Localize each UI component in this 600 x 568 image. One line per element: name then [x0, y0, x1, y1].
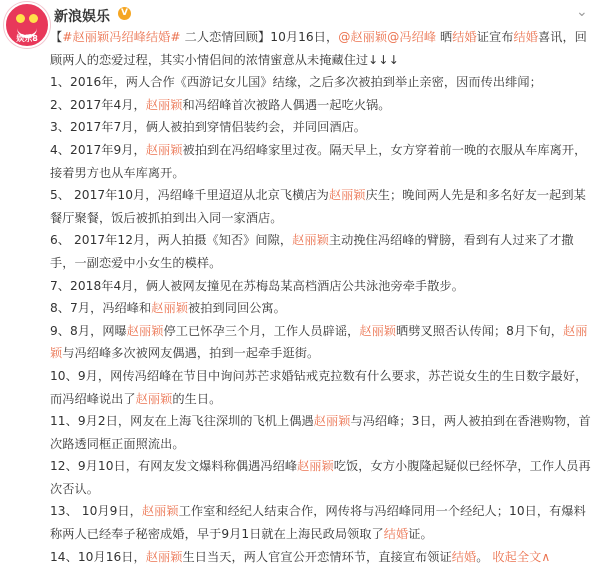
item-text: 2、2017年4月，: [50, 97, 146, 112]
name-link[interactable]: 赵丽颖: [141, 504, 179, 519]
list-item: [50, 500, 598, 545]
item-text: 庆生；晚间两人先是和多名好友一起到某餐厅聚餐，饭后被抓拍到出入同一家酒店。: [50, 188, 586, 225]
item-text: 生日当天，两人官宣公开恋情环节，直接宣布领证: [182, 549, 452, 564]
item-text: 13、 10月9日，: [50, 504, 142, 519]
list-item: [50, 297, 598, 320]
post-intro: [50, 26, 598, 71]
item-text: 5、 2017年10月，冯绍峰千里迢迢从北京飞横店为: [50, 188, 329, 203]
hashtag-link[interactable]: #赵丽颖冯绍峰结婚#: [62, 30, 181, 44]
list-item: [50, 229, 598, 274]
item-text: 晒劈叉照否认传闻；8月下旬，: [396, 323, 563, 338]
item-text: 主动挽住冯绍峰的臂膀，看到有人过来了才撒手，一副恋爱中小女生的模样。: [50, 233, 574, 270]
item-text: 停工已怀孕三个月，工作人员辟谣，: [163, 323, 360, 338]
list-item: [50, 320, 598, 365]
keyword-link[interactable]: 结婚: [452, 30, 477, 44]
keyword-link[interactable]: 结婚: [451, 549, 477, 564]
item-text: 被拍到在冯绍峰家里过夜。隔天早上，女方穿着前一晚的衣服从车库离开，接着男方也从车库离开。: [50, 142, 587, 180]
item-text: 7、2018年4月，俩人被网友撞见在苏梅岛某高档酒店公共泳池旁牵手散步。: [50, 278, 464, 293]
name-link[interactable]: 赵丽颖: [145, 142, 183, 157]
avatar-eye-left: [16, 14, 25, 23]
item-text: 10、9月，网传冯绍峰在节目中询问苏芒求婚钻戒克拉数有什么要求，苏芒说女生的生日数字最好，而冯绍峰说出了: [50, 368, 588, 406]
name-link[interactable]: 赵丽颖: [292, 233, 329, 248]
avatar-caption: 娱乐8: [16, 34, 38, 43]
item-text: 8、7月，冯绍峰和: [50, 301, 152, 316]
bracket-open: 【: [50, 30, 63, 44]
item-text: 4、2017年9月，: [50, 142, 146, 157]
item-text: 6、 2017年12月，两人拍摄《知否》间隙，: [50, 233, 293, 248]
name-link[interactable]: 赵丽颖: [145, 97, 183, 112]
avatar[interactable]: [4, 2, 50, 48]
keyword-link[interactable]: 结婚: [513, 30, 538, 44]
list-item: [50, 365, 598, 410]
item-text: 1、2016年，两人合作《西游记女儿国》结缘，之后多次被拍到举止亲密，因而传出绯闻；: [50, 75, 542, 90]
list-item: [50, 116, 598, 139]
list-item: [50, 139, 598, 184]
list-item: [50, 546, 598, 568]
item-text: 的生日。: [172, 391, 222, 406]
intro-text-2: 晒: [436, 30, 453, 44]
list-item: [50, 71, 598, 94]
item-text: 与冯绍峰；3日，两人被拍到在香港购物，首次路透同框正面照流出。: [50, 414, 591, 451]
name-link[interactable]: 赵丽颖: [145, 549, 183, 564]
collapse-text-link[interactable]: 收起全文∧: [488, 549, 551, 564]
mention-feng[interactable]: @冯绍峰: [387, 30, 437, 44]
item-text: 吃饭，女方小腹隆起疑似已经怀孕，工作人员再次否认。: [50, 459, 591, 496]
intro-text-1: 二人恋情回顾】10月16日，: [180, 30, 339, 44]
name-link[interactable]: 赵丽颖: [359, 323, 397, 338]
name-link[interactable]: 赵丽颖: [50, 323, 588, 361]
item-text: 11、9月2日，网友在上海飞往深圳的飞机上偶遇: [50, 414, 314, 429]
item-text: 14、10月16日，: [50, 549, 146, 564]
name-link[interactable]: 赵丽颖: [135, 391, 173, 406]
name-link[interactable]: 赵丽颖: [328, 188, 366, 203]
chevron-down-icon[interactable]: ⌄: [576, 4, 588, 20]
post-body: [50, 26, 598, 568]
name-link[interactable]: 赵丽颖: [126, 323, 164, 338]
verified-v-icon: V: [118, 7, 131, 20]
mention-zhao[interactable]: @赵丽颖: [338, 30, 388, 44]
item-text: 3、2017年7月，俩人被拍到穿情侣装约会，并同回酒店。: [50, 120, 367, 135]
item-text: 和冯绍峰首次被路人偶遇一起吃火锅。: [182, 97, 391, 112]
item-text: 工作室和经纪人结束合作，网传将与冯绍峰同用一个经纪人；10日，有爆料称两人已经奉子秘密成婚，早于9月1日就在上海民政局领取了: [50, 504, 586, 542]
item-text: 。: [476, 549, 489, 564]
keyword-link[interactable]: 结婚: [383, 527, 409, 542]
name-link[interactable]: 赵丽颖: [297, 459, 334, 474]
item-text: 被拍到同回公寓。: [188, 301, 286, 316]
list-item: [50, 275, 598, 298]
name-link[interactable]: 赵丽颖: [151, 301, 188, 316]
item-text: 与冯绍峰多次被网友偶遇，拍到一起牵手逛街。: [62, 346, 320, 361]
account-name[interactable]: 新浪娱乐: [54, 9, 110, 25]
list-item: [50, 455, 598, 500]
list-item: [50, 410, 598, 455]
item-text: 证。: [408, 527, 433, 542]
item-text: 12、9月10日，有网友发文爆料称偶遇冯绍峰: [50, 459, 298, 474]
intro-text-4: 喜讯，回顾两人的恋爱过程，其实小情侣间的浓情蜜意从未掩藏住过↓↓↓: [50, 30, 587, 67]
intro-text-3: 证宣布: [476, 30, 514, 44]
name-link[interactable]: 赵丽颖: [313, 414, 351, 429]
item-text: 9、8月，网曝: [50, 323, 127, 338]
list-item: [50, 184, 598, 229]
avatar-eye-right: [29, 14, 38, 23]
list-item: [50, 94, 598, 117]
